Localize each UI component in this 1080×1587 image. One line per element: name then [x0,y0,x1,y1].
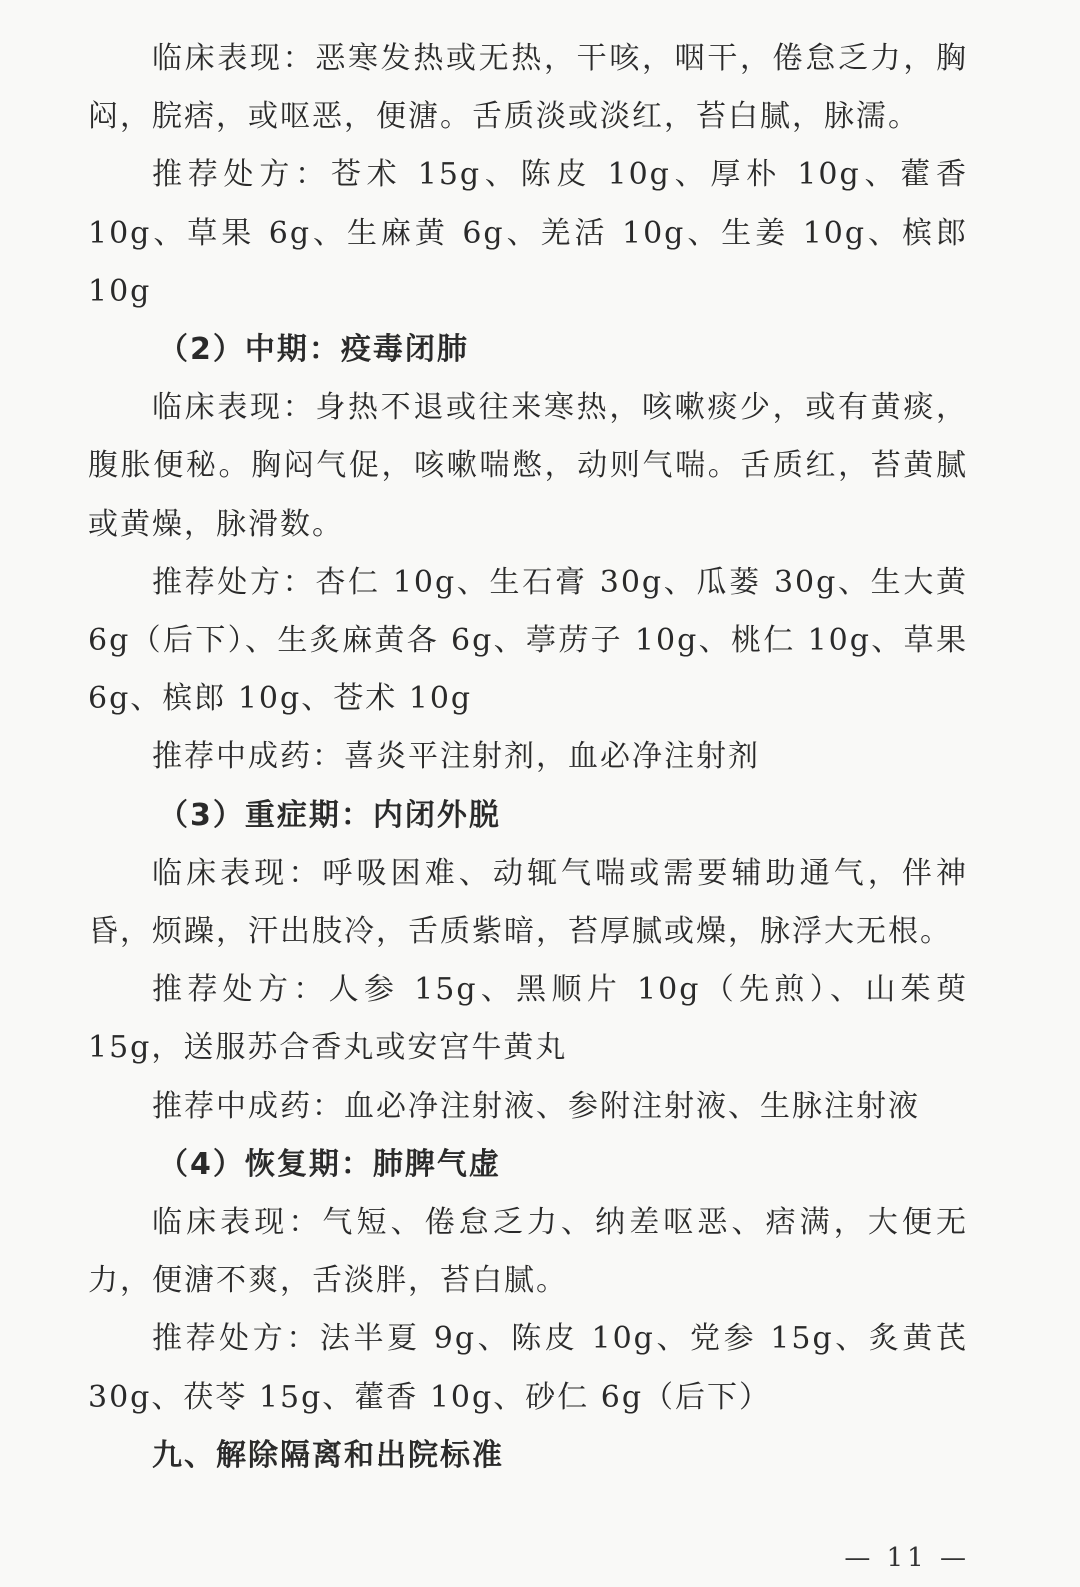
recommended-prescription-recovery: 推荐处方：法半夏 9g、陈皮 10g、党参 15g、炙黄芪 30g、茯苓 15g、藿香 10g、砂仁 6g（后下） [88,1321,968,1415]
subheading-severe-stage: （3）重症期：内闭外脱 [158,797,501,833]
subheading-recovery-stage: （4）恢复期：肺脾气虚 [158,1146,501,1182]
section-heading-discharge-criteria: 九、解除隔离和出院标准 [152,1437,504,1473]
clinical-manifestation-severe: 临床表现：呼吸困难、动辄气喘或需要辅助通气，伴神昏，烦躁，汗出肢冷，舌质紫暗，苔厚腻或燥，脉浮大无根。 [88,855,968,950]
recommended-patent-medicine-middle: 推荐中成药：喜炎平注射剂，血必净注射剂 [152,739,760,775]
document-body [88,30,968,1485]
recommended-prescription-early: 推荐处方：苍术 15g、陈皮 10g、厚朴 10g、藿香 10g、草果 6g、生麻黄 6g、羌活 10g、生姜 10g、槟郎 10g [88,157,968,309]
recommended-prescription-severe: 推荐处方：人参 15g、黑顺片 10g（先煎）、山茱萸 15g，送服苏合香丸或安宫牛黄丸 [88,972,968,1066]
subheading-middle-stage: （2）中期：疫毒闭肺 [158,332,469,368]
clinical-manifestation-middle: 临床表现：身热不退或往来寒热，咳嗽痰少，或有黄痰，腹胀便秘。胸闷气促，咳嗽喘憋，动则气喘。舌质红，苔黄腻或黄燥，脉滑数。 [88,390,968,542]
recommended-prescription-middle: 推荐处方：杏仁 10g、生石膏 30g、瓜蒌 30g、生大黄 6g（后下）、生炙麻黄各 6g、葶苈子 10g、桃仁 10g、草果 6g、槟郎 10g、苍术 10g [88,564,968,717]
page-number: — 11 — [844,1543,970,1573]
clinical-manifestation-early: 临床表现：恶寒发热或无热，干咳，咽干，倦怠乏力，胸闷，脘痞，或呕恶，便溏。舌质淡或淡红，苔白腻，脉濡。 [88,41,968,135]
recommended-patent-medicine-severe: 推荐中成药：血必净注射液、参附注射液、生脉注射液 [152,1088,920,1124]
clinical-manifestation-recovery: 临床表现：气短、倦怠乏力、纳差呕恶、痞满，大便无力，便溏不爽，舌淡胖，苔白腻。 [88,1205,968,1299]
